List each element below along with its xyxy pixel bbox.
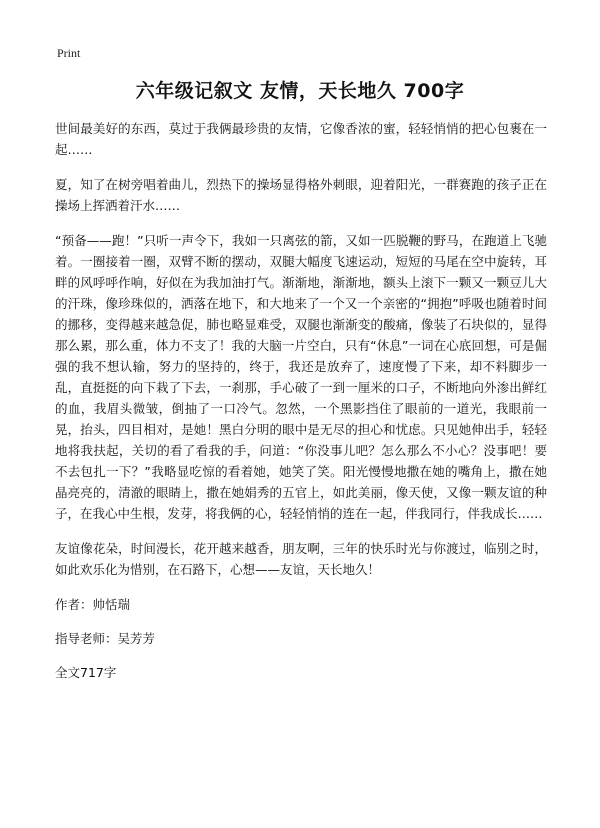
print-link[interactable]: Print bbox=[57, 46, 81, 60]
paragraph-1: 世间最美好的东西，莫过于我俩最珍贵的友情，它像香浓的蜜，轻轻悄悄的把心包裹在一起…… bbox=[55, 121, 547, 157]
teacher-line: 指导老师：吴芳芳 bbox=[55, 631, 156, 646]
author-line: 作者：帅恬瑞 bbox=[55, 597, 131, 612]
word-count: 全文717字 bbox=[55, 665, 117, 680]
paragraph-2: 夏，知了在树旁唱着曲儿，烈热下的操场显得格外刺眼，迎着阳光，一群赛跑的孩子正在操场上挥洒着汗水…… bbox=[55, 177, 547, 213]
paragraph-3: “预备——跑！”只听一声令下，我如一只离弦的箭，又如一匹脱鞭的野马，在跑道上飞驰着。一圈接着一圈，双臂不断的摆动，双腿大幅度飞速运动，短短的马尾在空中旋转，耳畔的风呼呼作响，好似在为我加油打气。渐渐地，渐渐地，额头上滚下一颗又一颗豆儿大的汗珠，像珍珠似的，洒落在地下，和大地来了一个又一个亲密的“拥抱”呼吸也随着时间的挪移，变得越来越急促，肺也略显难受，双腿也渐渐变的酸痛，像装了石块似的，显得那么累，那么重，体力不支了！我的大脑一片空白，只有“休息”一词在心底回想，可是倔强的我不想认输，努力的坚持的，终于，我还是放弃了，速度慢了下来，却不料脚步一乱，直挺挺的向下栽了下去，一刹那，手心破了一到一厘米的口子，不断地向外渗出鲜红的血，我眉头微皱，倒抽了一口冷气。忽然，一个黑影挡住了眼前的一道光，我眼前一晃，抬头，四目相对，是她！黑白分明的眼中是无尽的担心和忧虑。只见她伸出手，轻轻地将我扶起，关切的看了看我的手，问道：“你没事儿吧？怎么那么不小心？没事吧！要不去包扎一下？”我略显吃惊的看着她，她笑了笑。阳光慢慢地撒在她的嘴角上，撒在她晶亮亮的，清澈的眼睛上，撒在她娟秀的五官上，如此美丽，像天使，又像一颗友谊的种子，在我心中生根，发芽，将我俩的心，轻轻悄悄的连在一起，伴我同行，伴我成长…… bbox=[55, 233, 547, 521]
article-body bbox=[55, 118, 547, 696]
article-title: 六年级记叙文 友情，天长地久 700字 bbox=[135, 80, 465, 102]
paragraph-4: 友谊像花朵，时间漫长，花开越来越香，朋友啊，三年的快乐时光与你渡过，临别之时，如此欢乐化为惜别，在石路下，心想——友谊，天长地久！ bbox=[55, 541, 547, 577]
